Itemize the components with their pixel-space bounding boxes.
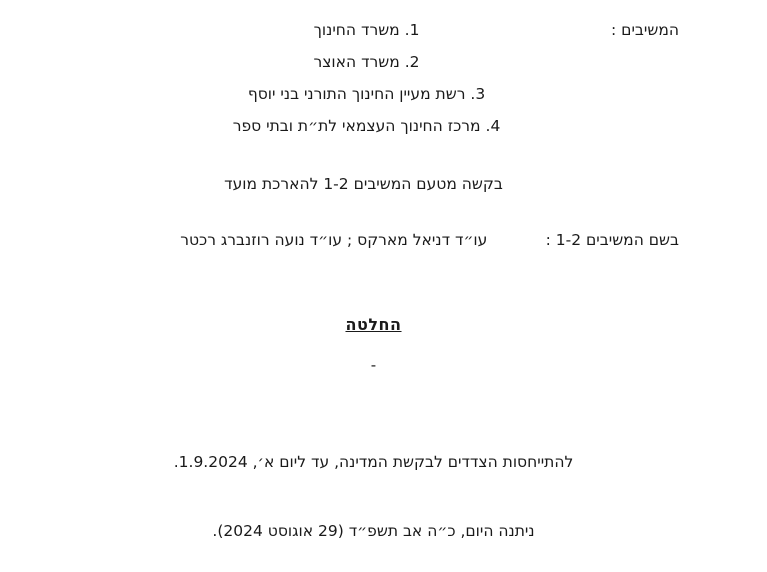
list-item [248,78,485,110]
list-item [314,14,420,46]
list-item-label: מרכז החינוך העצמאי לת״ת ובתי ספר [232,117,481,135]
list-item-number: 1. [404,21,420,39]
list-item-label: משרד החינוך [313,21,400,39]
request-line: בקשה מטעם המשיבים 1-2 להארכת מועד [224,175,503,193]
respondents-list [88,14,645,142]
counsel-section [88,227,679,253]
counsel-label: בשם המשיבים 1-2 : [545,231,679,249]
list-item-number: 3. [470,85,486,103]
decision-separator-dash: - [370,356,377,374]
list-item-number: 4. [485,117,501,135]
list-item-number: 2. [404,53,420,71]
decision-paragraph-1: להתייחסות הצדדים לבקשת המדינה, עד ליום א׳, 1.9.2024. [173,453,574,471]
respondents-section [88,14,679,142]
decision-paragraph-2: ניתנה היום, כ״ה אב תשפ״ד (29 אוגוסט 2024). [212,522,535,540]
list-item-label: משרד האוצר [313,53,400,71]
list-item-label: רשת מעיין החינוך התורני בני יוסף [247,85,466,103]
decision-heading: החלטה [345,315,402,334]
counsel-names: עו״ד דניאל מארקס ; עו״ד נועה רוזנברג רכטר [180,231,488,249]
list-item [233,110,501,142]
respondents-label: המשיבים : [611,21,679,39]
list-item [313,46,419,78]
